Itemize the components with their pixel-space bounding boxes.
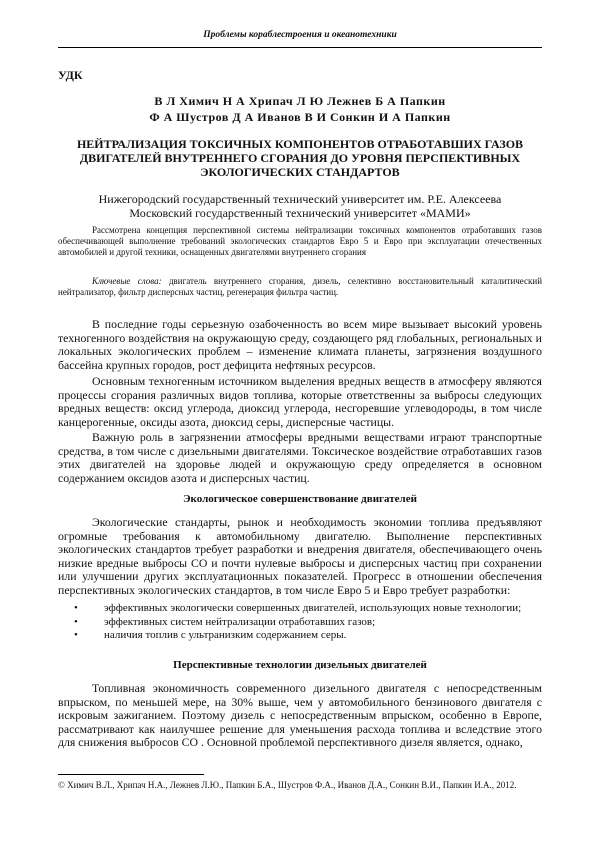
title-line-2: ДВИГАТЕЛЕЙ ВНУТРЕННЕГО СГОРАНИЯ ДО УРОВНЯ ПЕРСПЕКТИВНЫХ <box>79 151 521 165</box>
affiliation-1: Нижегородский государственный технический университет им. Р.Е. Алексеева <box>98 192 502 206</box>
intro-paragraph-1: В последние годы серьезную озабоченность во всем мире вызывает высокий уровень техногенного воздействия на окружающую среду, создающего ряд глобальных, региональных и локальных экологических проблем – изменение климата планеты, загрязнения воздушного бассейна крупных городов, рост дефицита нефтяных ресурсов. <box>58 317 542 372</box>
keywords-label: Ключевые слова: <box>92 276 162 286</box>
bullet-icon: • <box>74 602 78 614</box>
list-item: • эффективных экологически совершенных двигателей, использующих новые технологии; <box>74 602 522 614</box>
requirements-list <box>58 602 542 643</box>
copyright-footnote: © Химич В.Л., Хрипач Н.А., Лежнев Л.Ю., Папкин Б.А., Шустров Ф.А., Иванов Д.А., Сонкин В.И., Папкин И.А., 2012. <box>58 780 517 790</box>
intro-paragraph-2: Основным техногенным источником выделения вредных веществ в атмосферу являются процессы сгорания различных видов топлива, которые ответственны за выбросы следующих вредных веществ: оксид углерода, диоксид углерода, несгоревшие углеводороды, в том числе канцерогенные, оксиды азота, диоксид серы, дисперсные частицы. <box>58 374 542 429</box>
affiliation-2: Московский государственный технический университет «МАМИ» <box>129 206 471 220</box>
title-line-1: НЕЙТРАЛИЗАЦИЯ ТОКСИЧНЫХ КОМПОНЕНТОВ ОТРАБОТАВШИХ ГАЗОВ <box>76 137 524 151</box>
footnote-rule <box>58 774 204 775</box>
bullet-icon: • <box>74 615 78 628</box>
bullet-icon: • <box>74 629 78 642</box>
abstract: Рассмотрена концепция перспективной системы нейтрализации токсичных компонентов отработавших газов обеспечивающей выполнение требований экологических стандартов Евро 5 и Евро при эксплуатации отечественных автомобилей и другой техники, оснащенных двигателями внутреннего сгорания <box>58 225 542 257</box>
udk-label: УДК <box>58 68 83 82</box>
title-line-3: ЭКОЛОГИЧЕСКИХ СТАНДАРТОВ <box>200 165 400 179</box>
section-heading-ecology: Экологическое совершенствование двигателей <box>183 493 417 505</box>
authors-line-1: В Л Химич Н А Хрипач Л Ю Лежнев Б А Папкин <box>154 94 446 108</box>
list-item: • эффективных систем нейтрализации отработавших газов; <box>74 615 376 628</box>
list-item: • наличия топлив с ультранизким содержанием серы. <box>74 629 347 642</box>
intro-paragraph-3: Важную роль в загрязнении атмосферы вредными веществами играют транспортные средства, в том числе с дизельными двигателями. Токсическое воздействие отработавших газов этих двигателей на здоровье людей и окружающую среду определяется в основном содержанием оксидов азота и дисперсных частиц. <box>58 430 542 485</box>
journal-header: Проблемы кораблестроения и океанотехники <box>203 30 397 40</box>
paper-title <box>58 137 542 179</box>
affiliations <box>58 192 542 220</box>
authors-line-2: Ф А Шустров Д А Иванов В И Сонкин И А Папкин <box>149 110 451 124</box>
header-rule <box>58 47 542 48</box>
section2-paragraph: Топливная экономичность современного дизельного двигателя с непосредственным впрыском, по меньшей мере, на 30% выше, чем у автомобильного бензинового двигателя с искровым зажиганием. Поэтому дизель с непосредственным впрыском, особенно в Европе, рассматривают как наилучшее решение для уменьшения расхода топлива и вследствие этого для снижения выбросов CO . Основной проблемой перспективного дизеля является, однако, <box>58 681 542 750</box>
keywords-text: двигатель внутреннего сгорания, дизель, селективно восстановительный каталитический нейтрализатор, фильтр дисперсных частиц, регенерация фильтра частиц. <box>58 276 543 297</box>
section1-paragraph: Экологические стандарты, рынок и необходимость экономии топлива предъявляют огромные требования к автомобильному двигателю. Выполнение перспективных экологических стандартов требует разработки и внедрения двигателя, обеспечивающего очень низкие вредные выбросы CO и почти нулевые выбросы и дисперсных частиц при сохранении или улучшении других эксплуатационных показателей. Прогресс в отношении обеспечения перспективных экологических стандартов, в том числе Евро 5 и Евро требует разработки: <box>58 515 542 597</box>
section-heading-diesel: Перспективные технологии дизельных двигателей <box>173 659 427 671</box>
keywords <box>58 276 542 298</box>
